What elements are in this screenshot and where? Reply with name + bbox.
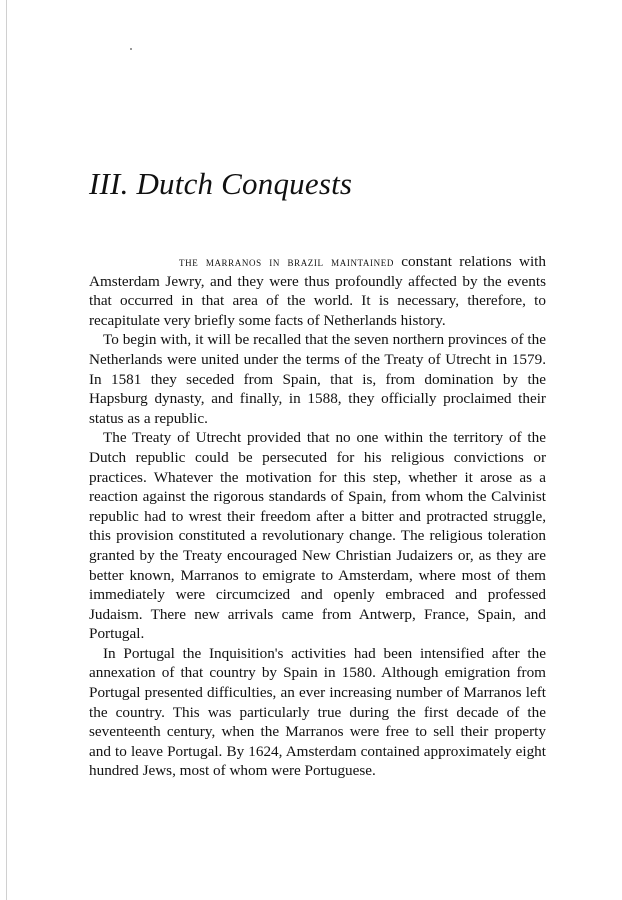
paragraph-3: The Treaty of Utrecht provided that no one within the territory of the Dutch republic could be persecuted for his religious convictions or practices. Whatever the motivation for this step, whether it arose as a reaction against the rigorous standards of Spain, from whom the Calvinist republic had to wrest their freedom after a bitter and protracted struggle, this provision constituted a revolutionary change. The religious toleration granted by the Treaty encouraged New Christian Judaizers or, as they are better known, Marranos to emigrate to Amsterdam, where most of them immediately were circumcized and openly embraced and professed Judaism. There new arrivals came from Antwerp, France, Spain, and Portugal.	[89, 429, 546, 643]
paragraph-1-text: constant relations with Amsterdam Jewry, and they were thus profoundly affected by the events that occurred in that area of the world. It is necessary, therefore, to recapitulate very briefly some facts of Netherlands history.	[89, 253, 546, 329]
page-edge-rule	[6, 0, 7, 900]
scan-speck	[130, 48, 132, 50]
paragraph-1	[89, 252, 546, 330]
opening-smallcaps: the marranos in brazil maintained	[179, 254, 394, 269]
body-text	[89, 252, 546, 781]
chapter-title: III. Dutch Conquests	[89, 166, 353, 201]
paragraph-4: In Portugal the Inquisition's activities had been intensified after the annexation of that country by Spain in 1580. Although emigration from Portugal presented difficulties, an ever increasing number of Marranos left the country. This was particularly true during the first decade of the seventeenth century, when the Marranos were free to sell their property and to leave Portugal. By 1624, Amsterdam contained approximately eight hundred Jews, most of whom were Portuguese.	[89, 644, 546, 780]
paragraph-2: To begin with, it will be recalled that the seven northern provinces of the Netherlands were united under the terms of the Treaty of Utrecht in 1579. In 1581 they seceded from Spain, that is, from domination by the Hapsburg dynasty, and finally, in 1588, they officially proclaimed their status as a republic.	[89, 331, 546, 427]
